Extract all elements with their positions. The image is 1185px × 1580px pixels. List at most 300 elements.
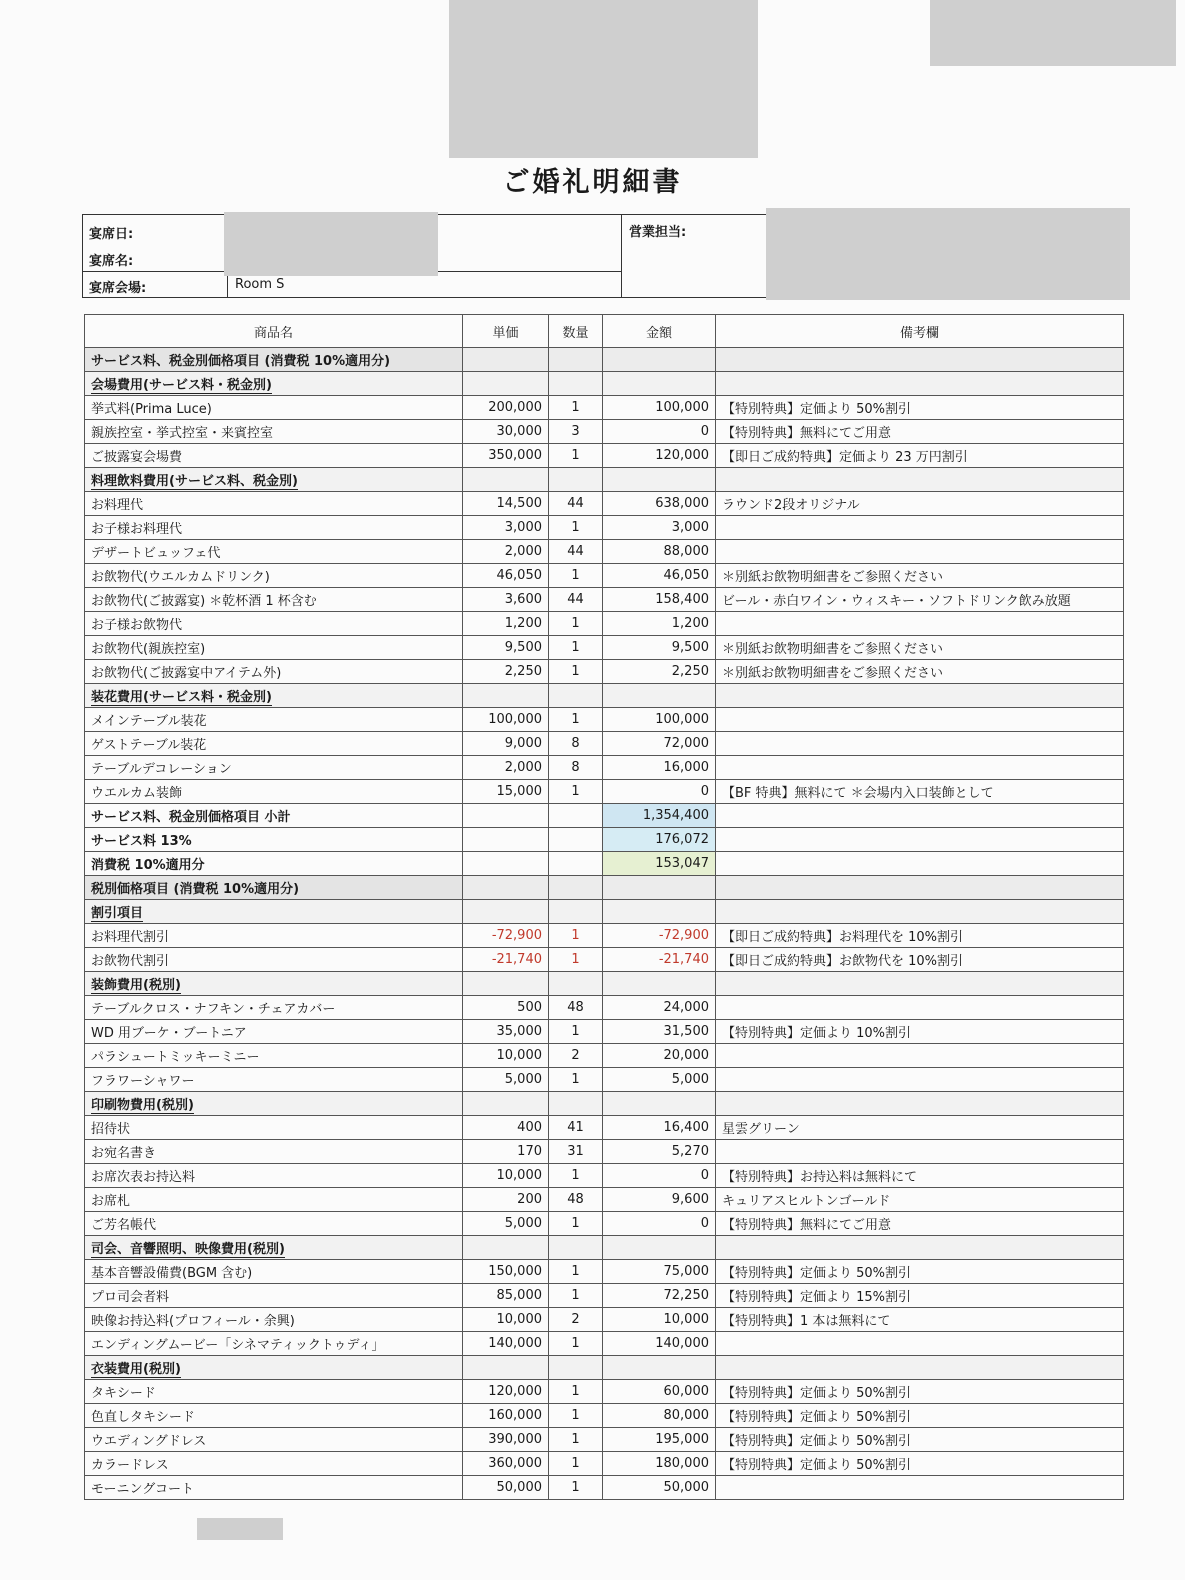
empty-cell — [716, 852, 1124, 876]
amount: 60,000 — [603, 1380, 716, 1404]
category-title — [85, 684, 463, 708]
subtotal-amount: 1,354,400 — [603, 804, 716, 828]
quantity: 1 — [549, 1284, 603, 1308]
amount: 1,200 — [603, 612, 716, 636]
redacted-block-top — [449, 0, 758, 158]
empty-cell — [603, 876, 716, 900]
column-header-price: 単価 — [463, 315, 549, 348]
sales-rep-label: 営業担当: — [629, 225, 687, 240]
remarks: 【特別特典】定価より 10%割引 — [716, 1020, 1124, 1044]
table-row — [85, 756, 1124, 780]
unit-price: 3,000 — [463, 516, 549, 540]
unit-price: 50,000 — [463, 1476, 549, 1500]
subtotal-amount: 176,072 — [603, 828, 716, 852]
empty-cell — [603, 1236, 716, 1260]
empty-cell — [549, 372, 603, 396]
quantity: 1 — [549, 636, 603, 660]
unit-price: 200,000 — [463, 396, 549, 420]
table-row — [85, 564, 1124, 588]
empty-cell — [463, 876, 549, 900]
quantity: 44 — [549, 492, 603, 516]
detail-table — [84, 314, 1124, 1500]
item-name: テーブルクロス・ナフキン・チェアカバー — [85, 996, 463, 1020]
item-name: お飲物代(ご披露宴) ＊乾杯酒 1 杯含む — [85, 588, 463, 612]
amount: 0 — [603, 780, 716, 804]
unit-price: 2,250 — [463, 660, 549, 684]
amount: -21,740 — [603, 948, 716, 972]
unit-price: 5,000 — [463, 1212, 549, 1236]
empty-cell — [716, 804, 1124, 828]
unit-price: 2,000 — [463, 540, 549, 564]
table-row — [85, 1164, 1124, 1188]
amount: 140,000 — [603, 1332, 716, 1356]
amount: 180,000 — [603, 1452, 716, 1476]
remarks — [716, 1332, 1124, 1356]
item-name: 映像お持込料(プロフィール・余興) — [85, 1308, 463, 1332]
remarks: キュリアスヒルトンゴールド — [716, 1188, 1124, 1212]
item-name: 招待状 — [85, 1116, 463, 1140]
category-label: 割引項目 — [91, 906, 144, 921]
unit-price: -72,900 — [463, 924, 549, 948]
document-title: ご婚礼明細書 — [502, 167, 683, 198]
quantity: 1 — [549, 1452, 603, 1476]
quantity: 1 — [549, 1068, 603, 1092]
quantity: 3 — [549, 420, 603, 444]
unit-price: 100,000 — [463, 708, 549, 732]
redacted-block-corner — [930, 0, 1176, 66]
remarks: 【特別特典】定価より 50%割引 — [716, 396, 1124, 420]
quantity: 44 — [549, 588, 603, 612]
category-row — [85, 468, 1124, 492]
item-name: お料理代 — [85, 492, 463, 516]
unit-price: 10,000 — [463, 1044, 549, 1068]
unit-price: 85,000 — [463, 1284, 549, 1308]
table-row — [85, 1260, 1124, 1284]
unit-price: 200 — [463, 1188, 549, 1212]
category-row — [85, 1356, 1124, 1380]
remarks: 【特別特典】定価より 50%割引 — [716, 1452, 1124, 1476]
quantity: 1 — [549, 1212, 603, 1236]
table-row — [85, 1212, 1124, 1236]
column-header-amount: 金額 — [603, 315, 716, 348]
empty-cell — [603, 348, 716, 372]
category-title — [85, 1236, 463, 1260]
item-name: 親族控室・挙式控室・来賓控室 — [85, 420, 463, 444]
remarks: 【特別特典】定価より 50%割引 — [716, 1380, 1124, 1404]
remarks: ＊別紙お飲物明細書をご参照ください — [716, 564, 1124, 588]
amount: 75,000 — [603, 1260, 716, 1284]
divider — [621, 215, 622, 297]
empty-cell — [463, 972, 549, 996]
empty-cell — [463, 900, 549, 924]
quantity: 48 — [549, 1188, 603, 1212]
item-name: テーブルデコレーション — [85, 756, 463, 780]
remarks: 【特別特典】定価より 15%割引 — [716, 1284, 1124, 1308]
amount: 88,000 — [603, 540, 716, 564]
amount: 72,250 — [603, 1284, 716, 1308]
quantity: 1 — [549, 660, 603, 684]
empty-cell — [463, 1236, 549, 1260]
item-name: エンディングムービー「シネマティックトゥディ」 — [85, 1332, 463, 1356]
item-name: お席次表お持込料 — [85, 1164, 463, 1188]
table-row — [85, 1452, 1124, 1476]
empty-cell — [603, 372, 716, 396]
subtotal-row — [85, 828, 1124, 852]
empty-cell — [716, 900, 1124, 924]
item-name: お飲物代(ウエルカムドリンク) — [85, 564, 463, 588]
table-row — [85, 1116, 1124, 1140]
empty-cell — [549, 684, 603, 708]
amount: 80,000 — [603, 1404, 716, 1428]
quantity: 1 — [549, 948, 603, 972]
table-row — [85, 492, 1124, 516]
category-title — [85, 1356, 463, 1380]
empty-cell — [549, 1356, 603, 1380]
empty-cell — [716, 348, 1124, 372]
section-row — [85, 876, 1124, 900]
item-name: ご芳名帳代 — [85, 1212, 463, 1236]
empty-cell — [463, 804, 549, 828]
empty-cell — [549, 876, 603, 900]
amount: 46,050 — [603, 564, 716, 588]
table-row — [85, 612, 1124, 636]
category-label: 装飾費用(税別) — [91, 978, 181, 993]
table-row — [85, 1284, 1124, 1308]
section-title — [85, 348, 463, 372]
empty-cell — [549, 804, 603, 828]
empty-cell — [463, 468, 549, 492]
unit-price: 3,600 — [463, 588, 549, 612]
table-row — [85, 1332, 1124, 1356]
remarks — [716, 996, 1124, 1020]
item-name: パラシュートミッキーミニー — [85, 1044, 463, 1068]
unit-price: 500 — [463, 996, 549, 1020]
table-row — [85, 396, 1124, 420]
empty-cell — [463, 1356, 549, 1380]
category-label: 会場費用(サービス料・税金別) — [91, 378, 272, 393]
table-row — [85, 948, 1124, 972]
quantity: 1 — [549, 516, 603, 540]
remarks: 【特別特典】1 本は無料にて — [716, 1308, 1124, 1332]
redacted-block-event — [224, 212, 438, 276]
remarks: 【特別特典】定価より 50%割引 — [716, 1428, 1124, 1452]
amount: 9,600 — [603, 1188, 716, 1212]
item-name: お子様お料理代 — [85, 516, 463, 540]
event-name-label: 宴席名: — [89, 254, 134, 269]
amount: 3,000 — [603, 516, 716, 540]
empty-cell — [603, 900, 716, 924]
category-label: 料理飲料費用(サービス料、税金別) — [91, 474, 298, 489]
item-name: カラードレス — [85, 1452, 463, 1476]
category-label: 印刷物費用(税別) — [91, 1098, 194, 1113]
amount: 638,000 — [603, 492, 716, 516]
quantity: 1 — [549, 1164, 603, 1188]
category-label: 装花費用(サービス料・税金別) — [91, 690, 272, 705]
empty-cell — [716, 1236, 1124, 1260]
quantity: 44 — [549, 540, 603, 564]
table-row — [85, 516, 1124, 540]
amount: 158,400 — [603, 588, 716, 612]
empty-cell — [716, 1356, 1124, 1380]
unit-price: 15,000 — [463, 780, 549, 804]
item-name: WD 用ブーケ・ブートニア — [85, 1020, 463, 1044]
empty-cell — [463, 372, 549, 396]
empty-cell — [463, 348, 549, 372]
table-row — [85, 1308, 1124, 1332]
amount: 5,000 — [603, 1068, 716, 1092]
category-title — [85, 972, 463, 996]
table-row — [85, 1020, 1124, 1044]
unit-price: 35,000 — [463, 1020, 549, 1044]
remarks — [716, 516, 1124, 540]
unit-price: 1,200 — [463, 612, 549, 636]
table-row — [85, 780, 1124, 804]
amount: 0 — [603, 1212, 716, 1236]
category-row — [85, 684, 1124, 708]
remarks — [716, 540, 1124, 564]
quantity: 2 — [549, 1044, 603, 1068]
item-name: 色直しタキシード — [85, 1404, 463, 1428]
table-row — [85, 1380, 1124, 1404]
quantity: 1 — [549, 444, 603, 468]
quantity: 8 — [549, 732, 603, 756]
table-row — [85, 1140, 1124, 1164]
unit-price: 360,000 — [463, 1452, 549, 1476]
item-name: 基本音響設備費(BGM 含む) — [85, 1260, 463, 1284]
remarks — [716, 1044, 1124, 1068]
quantity: 1 — [549, 396, 603, 420]
item-name: お席札 — [85, 1188, 463, 1212]
table-row — [85, 1428, 1124, 1452]
unit-price: 30,000 — [463, 420, 549, 444]
remarks: ビール・赤白ワイン・ウィスキー・ソフトドリンク飲み放題 — [716, 588, 1124, 612]
unit-price: 350,000 — [463, 444, 549, 468]
amount: 9,500 — [603, 636, 716, 660]
quantity: 1 — [549, 924, 603, 948]
table-row — [85, 444, 1124, 468]
column-header-remarks: 備考欄 — [716, 315, 1124, 348]
amount: 10,000 — [603, 1308, 716, 1332]
table-header-row — [85, 315, 1124, 348]
unit-price: 120,000 — [463, 1380, 549, 1404]
category-row — [85, 972, 1124, 996]
category-label: 税別価格項目 (消費税 10%適用分) — [91, 882, 300, 897]
item-name: お宛名書き — [85, 1140, 463, 1164]
quantity: 1 — [549, 564, 603, 588]
quantity: 1 — [549, 612, 603, 636]
remarks: 【即日ご成約特典】お飲物代を 10%割引 — [716, 948, 1124, 972]
category-title — [85, 1092, 463, 1116]
quantity: 1 — [549, 1380, 603, 1404]
table-row — [85, 1188, 1124, 1212]
amount: 16,400 — [603, 1116, 716, 1140]
item-name: ゲストテーブル装花 — [85, 732, 463, 756]
category-row — [85, 900, 1124, 924]
column-header-quantity: 数量 — [549, 315, 603, 348]
item-name: お飲物代(ご披露宴中アイテム外) — [85, 660, 463, 684]
amount: 2,250 — [603, 660, 716, 684]
category-title — [85, 372, 463, 396]
quantity: 1 — [549, 1428, 603, 1452]
item-name: お飲物代割引 — [85, 948, 463, 972]
empty-cell — [716, 372, 1124, 396]
quantity: 1 — [549, 1260, 603, 1284]
remarks — [716, 708, 1124, 732]
item-name: モーニングコート — [85, 1476, 463, 1500]
remarks — [716, 1140, 1124, 1164]
category-row — [85, 1092, 1124, 1116]
unit-price: 140,000 — [463, 1332, 549, 1356]
amount: 0 — [603, 420, 716, 444]
subtotal-row — [85, 852, 1124, 876]
quantity: 48 — [549, 996, 603, 1020]
empty-cell — [716, 468, 1124, 492]
unit-price: 390,000 — [463, 1428, 549, 1452]
empty-cell — [603, 468, 716, 492]
section-title — [85, 876, 463, 900]
unit-price: 170 — [463, 1140, 549, 1164]
empty-cell — [463, 1092, 549, 1116]
unit-price: 9,000 — [463, 732, 549, 756]
quantity: 1 — [549, 1476, 603, 1500]
empty-cell — [603, 1092, 716, 1116]
redacted-block-last-row — [197, 1518, 283, 1540]
empty-cell — [463, 852, 549, 876]
remarks: 【特別特典】無料にてご用意 — [716, 1212, 1124, 1236]
amount: -72,900 — [603, 924, 716, 948]
unit-price: 9,500 — [463, 636, 549, 660]
remarks: 【特別特典】定価より 50%割引 — [716, 1260, 1124, 1284]
amount: 100,000 — [603, 396, 716, 420]
item-name: タキシード — [85, 1380, 463, 1404]
subtotal-amount: 153,047 — [603, 852, 716, 876]
remarks: 【特別特典】お持込料は無料にて — [716, 1164, 1124, 1188]
table-row — [85, 1068, 1124, 1092]
item-name: お料理代割引 — [85, 924, 463, 948]
remarks — [716, 612, 1124, 636]
table-row — [85, 636, 1124, 660]
item-name: プロ司会者料 — [85, 1284, 463, 1308]
subtotal-label: 消費税 10%適用分 — [85, 852, 463, 876]
empty-cell — [603, 972, 716, 996]
unit-price: 5,000 — [463, 1068, 549, 1092]
quantity: 1 — [549, 1020, 603, 1044]
table-row — [85, 732, 1124, 756]
quantity: 2 — [549, 1308, 603, 1332]
remarks — [716, 732, 1124, 756]
quantity: 1 — [549, 708, 603, 732]
empty-cell — [463, 684, 549, 708]
empty-cell — [716, 828, 1124, 852]
category-row — [85, 1236, 1124, 1260]
quantity: 41 — [549, 1116, 603, 1140]
empty-cell — [716, 684, 1124, 708]
category-label: 衣装費用(税別) — [91, 1362, 181, 1377]
amount: 120,000 — [603, 444, 716, 468]
remarks: ＊別紙お飲物明細書をご参照ください — [716, 660, 1124, 684]
empty-cell — [603, 684, 716, 708]
remarks — [716, 1068, 1124, 1092]
remarks: 【BF 特典】無料にて ＊会場内入口装飾として — [716, 780, 1124, 804]
unit-price: 14,500 — [463, 492, 549, 516]
amount: 5,270 — [603, 1140, 716, 1164]
remarks — [716, 1476, 1124, 1500]
category-title — [85, 468, 463, 492]
empty-cell — [549, 348, 603, 372]
unit-price: 10,000 — [463, 1308, 549, 1332]
empty-cell — [549, 972, 603, 996]
empty-cell — [549, 852, 603, 876]
item-name: メインテーブル装花 — [85, 708, 463, 732]
unit-price: 400 — [463, 1116, 549, 1140]
event-venue-value: Room S — [235, 277, 285, 292]
amount: 100,000 — [603, 708, 716, 732]
redacted-block-sales — [766, 208, 1130, 300]
section-row — [85, 348, 1124, 372]
category-title — [85, 900, 463, 924]
remarks: 星雲グリーン — [716, 1116, 1124, 1140]
unit-price: 160,000 — [463, 1404, 549, 1428]
empty-cell — [549, 828, 603, 852]
unit-price: 46,050 — [463, 564, 549, 588]
unit-price: 2,000 — [463, 756, 549, 780]
remarks — [716, 756, 1124, 780]
event-date-label: 宴席日: — [89, 227, 134, 242]
item-name: フラワーシャワー — [85, 1068, 463, 1092]
table-row — [85, 1044, 1124, 1068]
empty-cell — [463, 828, 549, 852]
amount: 20,000 — [603, 1044, 716, 1068]
empty-cell — [549, 1092, 603, 1116]
category-row — [85, 372, 1124, 396]
item-name: ウエルカム装飾 — [85, 780, 463, 804]
table-row — [85, 1404, 1124, 1428]
table-row — [85, 708, 1124, 732]
empty-cell — [549, 468, 603, 492]
table-row — [85, 420, 1124, 444]
column-header-item: 商品名 — [85, 315, 463, 348]
remarks: ＊別紙お飲物明細書をご参照ください — [716, 636, 1124, 660]
empty-cell — [549, 1236, 603, 1260]
amount: 31,500 — [603, 1020, 716, 1044]
event-venue-label: 宴席会場: — [89, 281, 147, 296]
empty-cell — [716, 1092, 1124, 1116]
quantity: 1 — [549, 1404, 603, 1428]
subtotal-label: サービス料、税金別価格項目 小計 — [85, 804, 463, 828]
item-name: 挙式料(Prima Luce) — [85, 396, 463, 420]
subtotal-label: サービス料 13% — [85, 828, 463, 852]
item-name: ご披露宴会場費 — [85, 444, 463, 468]
unit-price: -21,740 — [463, 948, 549, 972]
empty-cell — [549, 900, 603, 924]
category-label: 司会、音響照明、映像費用(税別) — [91, 1242, 285, 1257]
remarks: 【即日ご成約特典】定価より 23 万円割引 — [716, 444, 1124, 468]
table-row — [85, 660, 1124, 684]
remarks: 【特別特典】無料にてご用意 — [716, 420, 1124, 444]
table-row — [85, 1476, 1124, 1500]
unit-price: 10,000 — [463, 1164, 549, 1188]
subtotal-row — [85, 804, 1124, 828]
remarks: 【即日ご成約特典】お料理代を 10%割引 — [716, 924, 1124, 948]
empty-cell — [603, 1356, 716, 1380]
quantity: 31 — [549, 1140, 603, 1164]
table-row — [85, 540, 1124, 564]
item-name: お飲物代(親族控室) — [85, 636, 463, 660]
quantity: 1 — [549, 780, 603, 804]
empty-cell — [716, 972, 1124, 996]
item-name: デザートビュッフェ代 — [85, 540, 463, 564]
amount: 16,000 — [603, 756, 716, 780]
